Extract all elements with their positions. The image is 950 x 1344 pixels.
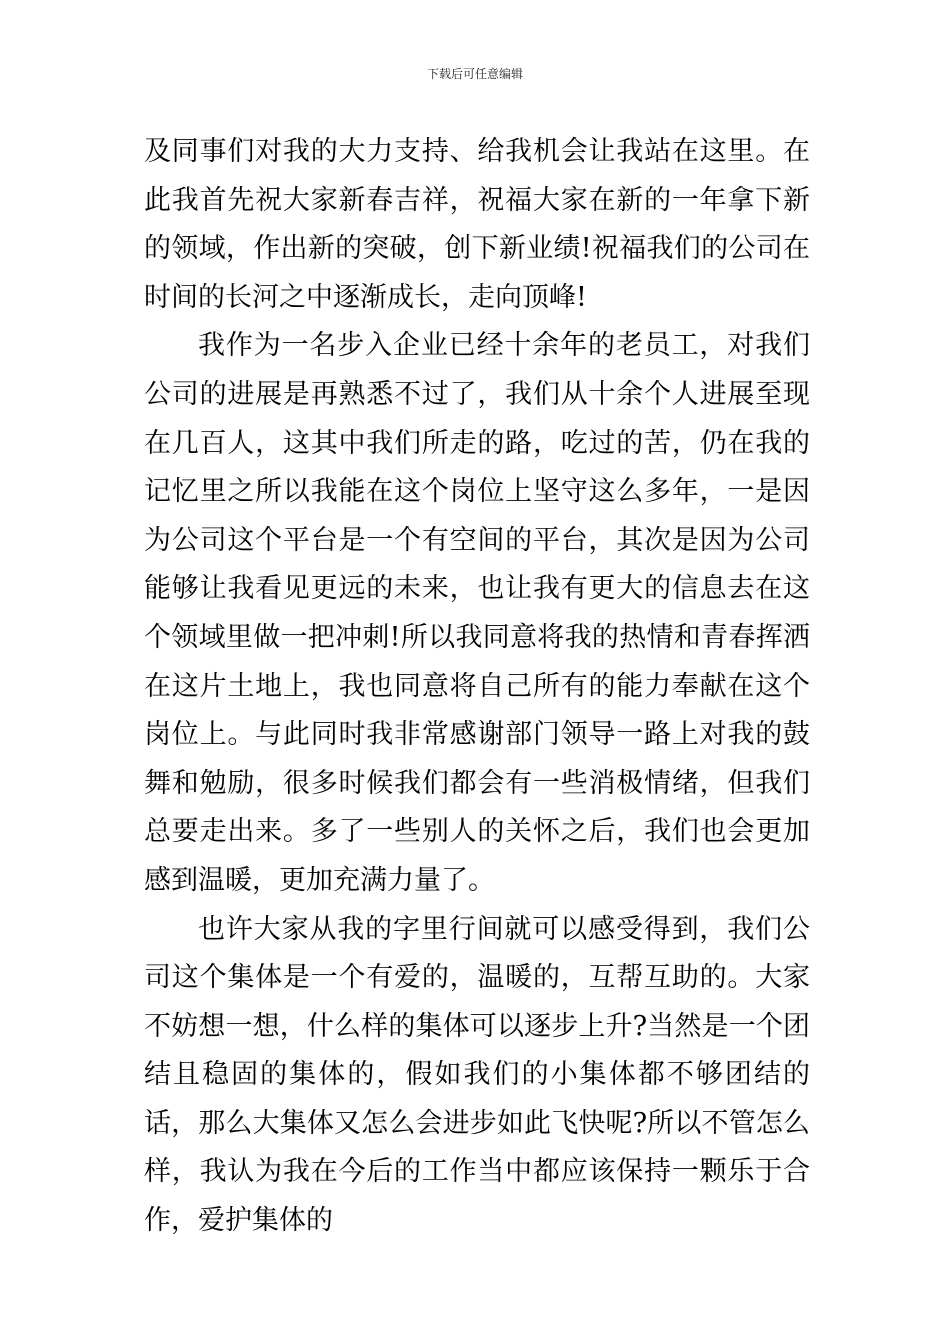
paragraph-2: 我作为一名步入企业已经十余年的老员工，对我们公司的进展是再熟悉不过了，我们从十余个人进展至现在几百人，这其中我们所走的路，吃过的苦，仍在我的记忆里之所以我能在这个岗位上坚守这么多年，一是因为公司这个平台是一个有空间的平台，其次是因为公司能够让我看见更远的未来，也让我有更大的信息去在这个领域里做一把冲刺!所以我同意将我的热情和青春挥洒在这片土地上，我也同意将自己所有的能力奉献在这个岗位上。与此同时我非常感谢部门领导一路上对我的鼓舞和勉励，很多时候我们都会有一些消极情绪，但我们总要走出来。多了一些别人的关怀之后，我们也会更加感到温暖，更加充满力量了。 xyxy=(144,330,810,896)
page-header: 下载后可任意编辑 xyxy=(426,67,523,81)
paragraph-1: 及同事们对我的大力支持、给我机会让我站在这里。在此我首先祝大家新春吉祥，祝福大家在新的一年拿下新的领域，作出新的突破，创下新业绩!祝福我们的公司在时间的长河之中逐渐成长，走向顶峰! xyxy=(144,136,810,313)
paragraph-3: 也许大家从我的字里行间就可以感受得到，我们公司这个集体是一个有爱的，温暖的，互帮互助的。大家不妨想一想，什么样的集体可以逐步上升?当然是一个团结且稳固的集体的，假如我们的小集体都不够团结的话，那么大集体又怎么会进步如此飞快呢?所以不管怎么样，我认为我在今后的工作当中都应该保持一颗乐于合作，爱护集体的 xyxy=(144,913,810,1237)
document-body xyxy=(144,128,810,1246)
